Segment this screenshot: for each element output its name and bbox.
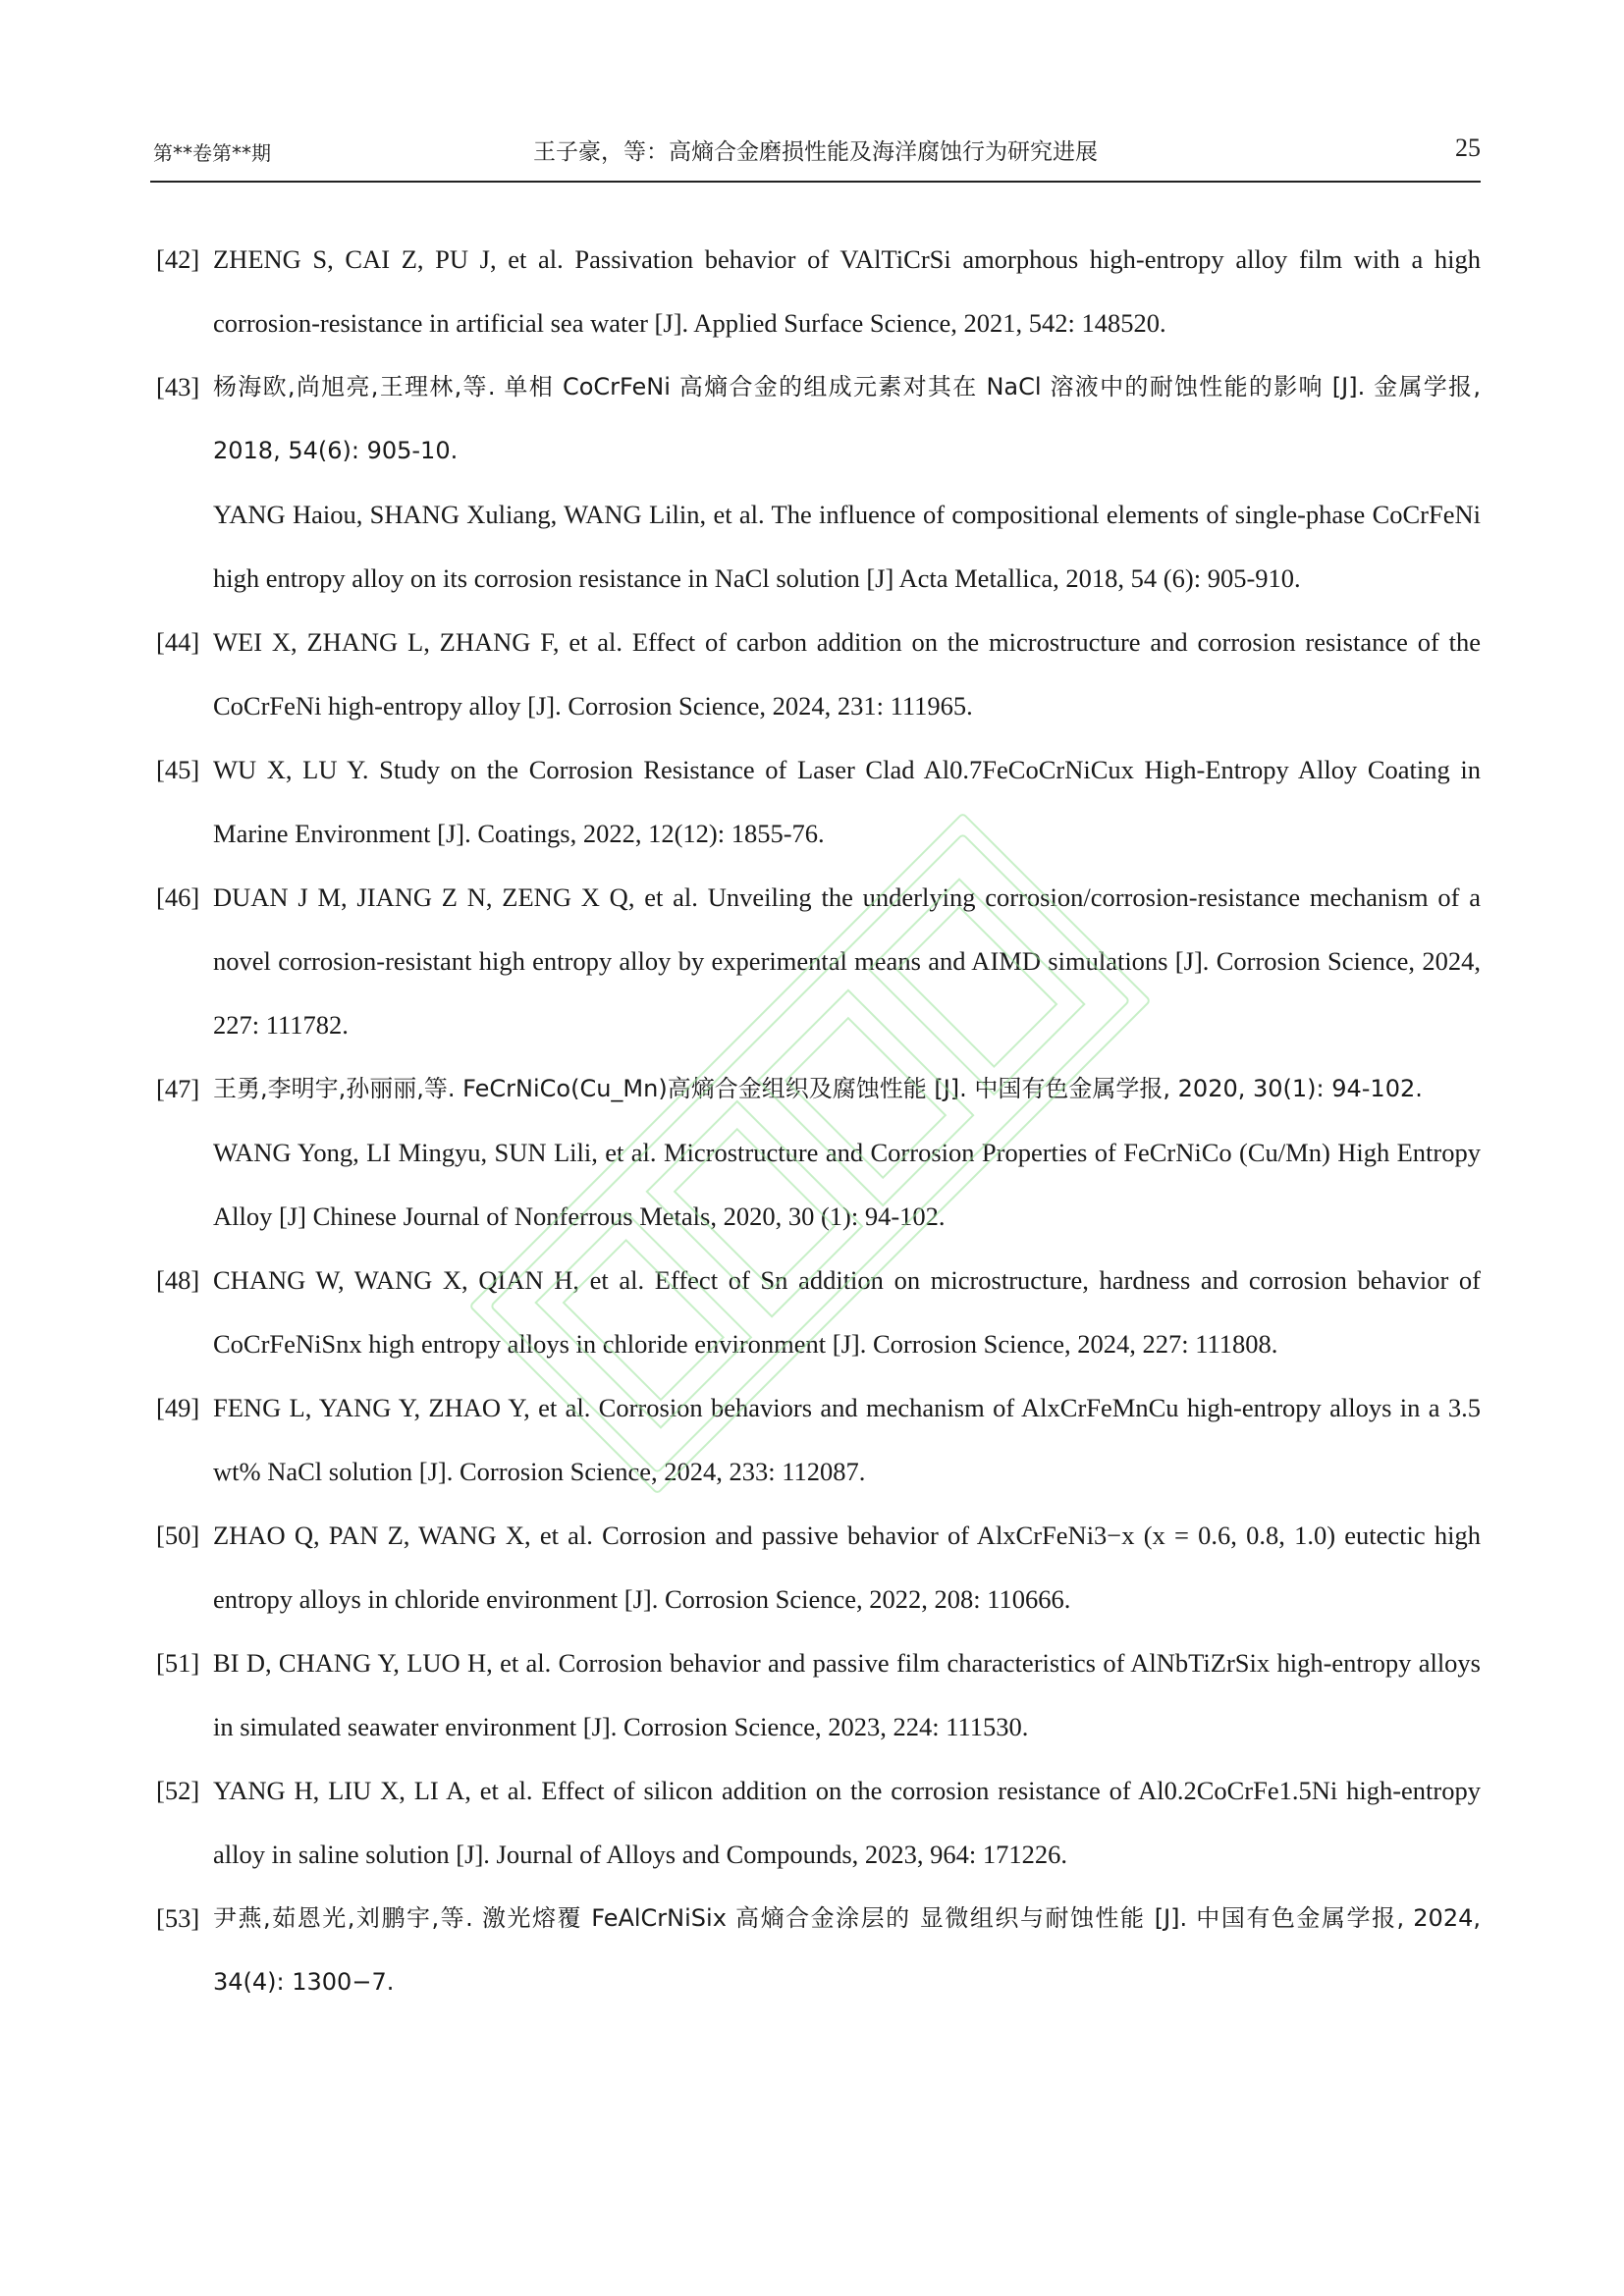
reference-text: BI D, CHANG Y, LUO H, et al. Corrosion behavior and passive film characteristics of AlNbTiZrSix high-entropy alloys in simulated seawater environment [J]. Corrosion Science, 2023, 224: 111530.	[213, 1648, 1481, 1741]
reference-text: 尹燕,茹恩光,刘鹏宇,等. 激光熔覆 FeAlCrNiSix 高熵合金涂层的 显微组织与耐蚀性能 [J]. 中国有色金属学报, 2024, 34(4): 1300−7.	[213, 1904, 1481, 1996]
reference-number: [49]	[156, 1393, 200, 1422]
reference-item	[150, 1249, 1481, 1376]
reference-text: ZHAO Q, PAN Z, WANG X, et al. Corrosion and passive behavior of AlxCrFeNi3−x (x = 0.6, 0.8, 1.0) eutectic high entropy alloys in chloride environment [J]. Corrosion Science, 2022, 208: 110666.	[213, 1521, 1481, 1614]
reference-text: YANG H, LIU X, LI A, et al. Effect of silicon addition on the corrosion resistance of Al0.2CoCrFe1.5Ni high-entropy alloy in saline solution [J]. Journal of Alloys and Compounds, 2023, 964: 171226.	[213, 1776, 1481, 1869]
reference-item	[150, 1504, 1481, 1631]
reference-item	[150, 1631, 1481, 1759]
reference-item	[150, 1057, 1481, 1249]
reference-number: [44]	[156, 627, 200, 657]
reference-list	[150, 228, 1481, 2014]
reference-item	[150, 738, 1481, 866]
reference-text: WU X, LU Y. Study on the Corrosion Resistance of Laser Clad Al0.7FeCoCrNiCux High-Entropy Alloy Coating in Marine Environment [J]. Coatings, 2022, 12(12): 1855-76.	[213, 755, 1481, 848]
running-header	[150, 126, 1481, 185]
reference-item	[150, 1887, 1481, 2014]
journal-volume-issue: 第**卷第**期	[153, 141, 271, 165]
reference-text: ZHENG S, CAI Z, PU J, et al. Passivation behavior of VAlTiCrSi amorphous high-entropy alloy film with a high corrosion-resistance in artificial sea water [J]. Applied Surface Science, 2021, 542: 148520.	[213, 244, 1481, 338]
reference-number: [50]	[156, 1521, 200, 1550]
reference-text: CHANG W, WANG X, QIAN H, et al. Effect of Sn addition on microstructure, hardness and corrosion behavior of CoCrFeNiSnx high entropy alloys in chloride environment [J]. Corrosion Science, 2024, 227: 111808.	[213, 1265, 1481, 1359]
reference-number: [52]	[156, 1776, 200, 1805]
reference-text: 杨海欧,尚旭亮,王理林,等. 单相 CoCrFeNi 高熵合金的组成元素对其在 NaCl 溶液中的耐蚀性能的影响 [J]. 金属学报, 2018, 54(6): 905-10.	[213, 373, 1481, 464]
reference-number: [53]	[156, 1903, 200, 1933]
reference-number: [46]	[156, 882, 200, 912]
reference-number: [43]	[156, 372, 200, 401]
reference-text: WEI X, ZHANG L, ZHANG F, et al. Effect of carbon addition on the microstructure and corrosion resistance of the CoCrFeNi high-entropy alloy [J]. Corrosion Science, 2024, 231: 111965.	[213, 627, 1481, 721]
reference-number: [47]	[156, 1074, 200, 1103]
page-number: 25	[1455, 133, 1481, 162]
reference-item	[150, 228, 1481, 355]
reference-text: FENG L, YANG Y, ZHAO Y, et al. Corrosion behaviors and mechanism of AlxCrFeMnCu high-entropy alloys in a 3.5 wt% NaCl solution [J]. Corrosion Science, 2024, 233: 112087.	[213, 1393, 1481, 1486]
reference-item	[150, 1759, 1481, 1887]
reference-text: YANG Haiou, SHANG Xuliang, WANG Lilin, et al. The influence of compositional elements of single-phase CoCrFeNi high entropy alloy on its corrosion resistance in NaCl solution [J] Acta Metallica, 2018, 54 (6): 905-910.	[213, 500, 1481, 593]
header-rule	[150, 181, 1481, 183]
reference-number: [48]	[156, 1265, 200, 1295]
reference-number: [51]	[156, 1648, 200, 1678]
reference-text: DUAN J M, JIANG Z N, ZENG X Q, et al. Unveiling the underlying corrosion/corrosion-resistance mechanism of a novel corrosion-resistant high entropy alloy by experimental means and AIMD simulations [J]. Corrosion Science, 2024, 227: 111782.	[213, 882, 1481, 1040]
reference-text: WANG Yong, LI Mingyu, SUN Lili, et al. Microstructure and Corrosion Properties of FeCrNiCo (Cu/Mn) High Entropy Alloy [J] Chinese Journal of Nonferrous Metals, 2020, 30 (1): 94-102.	[213, 1138, 1481, 1231]
reference-number: [42]	[156, 244, 200, 274]
reference-item	[150, 866, 1481, 1057]
running-title: 王子豪，等：高熵合金磨损性能及海洋腐蚀行为研究进展	[533, 139, 1098, 165]
reference-text: 王勇,李明宇,孙丽丽,等. FeCrNiCo(Cu_Mn)高熵合金组织及腐蚀性能 [J]. 中国有色金属学报, 2020, 30(1): 94-102.	[213, 1075, 1423, 1102]
reference-item	[150, 355, 1481, 611]
reference-number: [45]	[156, 755, 200, 784]
reference-item	[150, 611, 1481, 738]
reference-item	[150, 1376, 1481, 1504]
